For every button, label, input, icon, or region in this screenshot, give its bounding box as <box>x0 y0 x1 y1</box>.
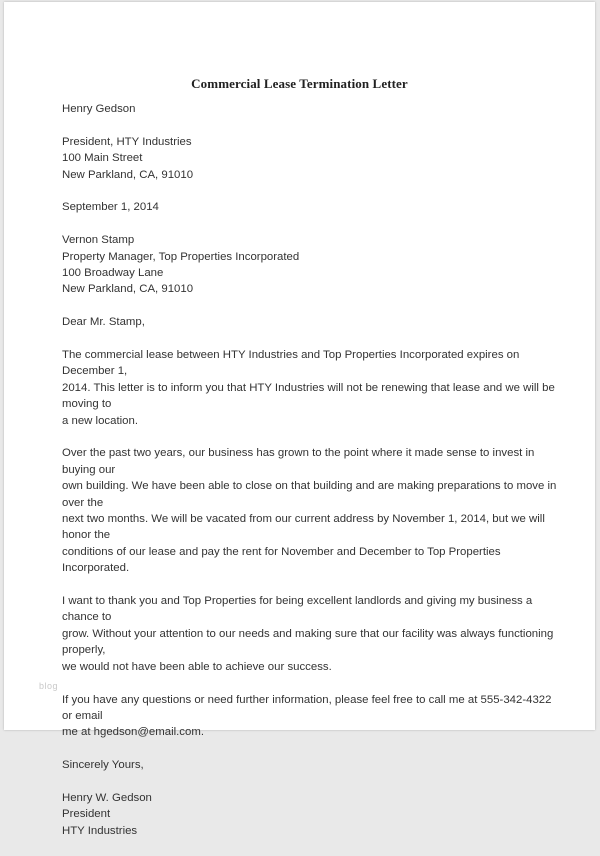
recipient-address-line: Vernon Stamp <box>62 234 135 247</box>
paragraph-line: If you have any questions or need further information, please feel free to call me at 555-342-4322 or email <box>62 693 552 722</box>
closing-block <box>62 757 562 773</box>
recipient-address-line: 100 Broadway Lane <box>62 267 164 280</box>
sender-address-block <box>62 134 562 183</box>
paragraph-line: a new location. <box>62 414 138 427</box>
sender-name: Henry Gedson <box>62 103 136 115</box>
sender-address-line: President, HTY Industries <box>62 135 192 148</box>
paragraph-line: 2014. This letter is to inform you that HTY Industries will not be renewing that lease and we will be moving to <box>62 381 555 411</box>
watermark: blog <box>39 681 59 691</box>
paragraph-line: next two months. We will be vacated from our current address by November 1, 2014, but we will honor the <box>62 513 545 542</box>
paragraph-line: conditions of our lease and pay the rent for November and December to Top Properties Incorporated. <box>62 545 501 575</box>
paragraph-line: grow. Without your attention to our needs and making sure that our facility was always functioning properly, <box>62 627 554 657</box>
sender-address-line: 100 Main Street <box>62 152 143 165</box>
signature-line: Henry W. Gedson <box>62 791 152 804</box>
paragraph-4 <box>62 692 562 741</box>
recipient-address-line: Property Manager, Top Properties Incorporated <box>62 250 300 263</box>
paragraph-line: own building. We have been able to close on that building and are making preparations to move in over the <box>62 480 557 509</box>
sender-address-line: New Parkland, CA, 91010 <box>62 168 194 181</box>
salutation: Dear Mr. Stamp, <box>62 316 145 329</box>
paragraph-line: Over the past two years, our business has grown to the point where it made sense to invest in buying our <box>62 447 535 476</box>
document-page <box>4 2 595 837</box>
paragraph-line: The commercial lease between HTY Industries and Top Properties Incorporated expires on December 1, <box>62 349 520 378</box>
closing: Sincerely Yours, <box>62 759 144 772</box>
paragraph-line: I want to thank you and Top Properties for being excellent landlords and giving my business a chance to <box>62 595 533 624</box>
signature-line: HTY Industries <box>62 824 138 837</box>
signature-block <box>62 790 562 839</box>
letter-date: September 1, 2014 <box>62 201 159 214</box>
date-block <box>62 199 562 215</box>
recipient-address-line: New Parkland, CA, 91010 <box>62 283 194 296</box>
signature-line: President <box>62 808 111 821</box>
paragraph-2 <box>62 445 562 576</box>
recipient-address-block <box>62 232 562 298</box>
letter-body <box>62 101 562 856</box>
salutation-block <box>62 314 562 330</box>
letter-title: Commercial Lease Termination Letter <box>191 76 408 91</box>
paragraph-3 <box>62 593 562 675</box>
paragraph-1 <box>62 347 562 429</box>
paragraph-line: we would not have been able to achieve our success. <box>62 660 332 673</box>
paragraph-line: me at hgedson@email.com. <box>62 726 204 739</box>
sender-name-block <box>62 101 562 117</box>
